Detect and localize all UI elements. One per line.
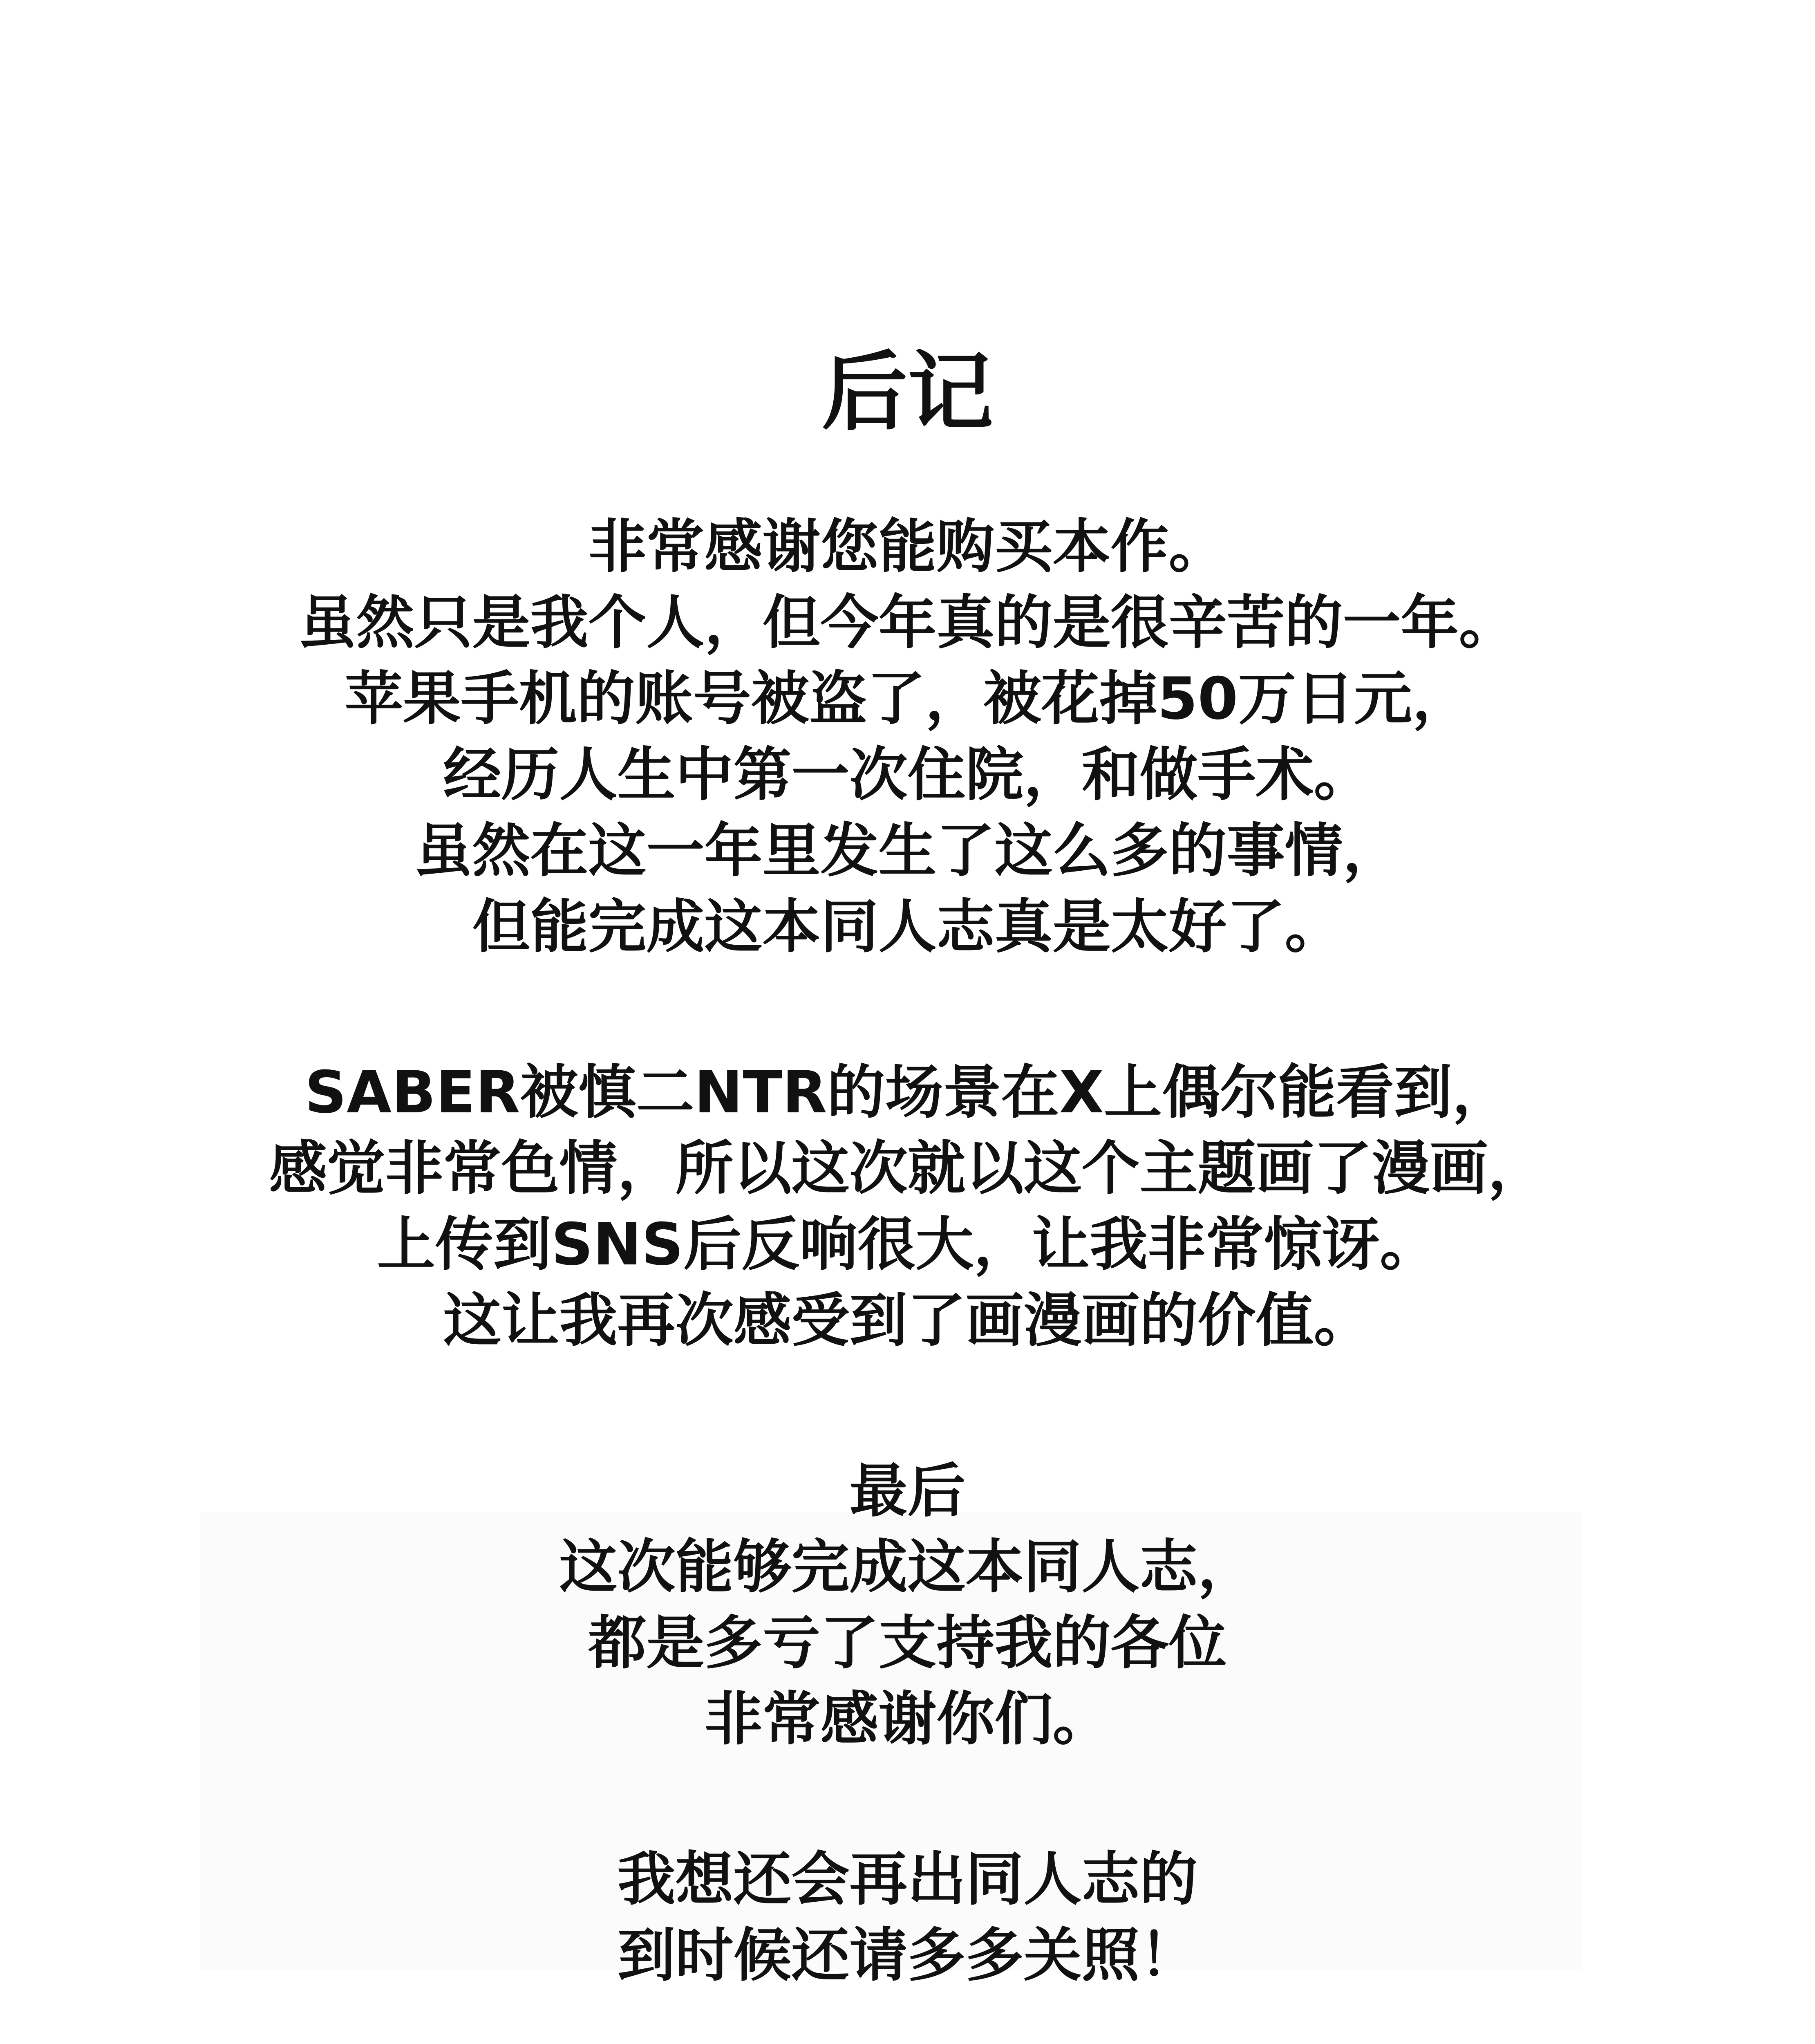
text-line: 这让我再次感受到了画漫画的价值。 — [443, 1287, 1372, 1354]
page-title: 后记 — [821, 342, 994, 442]
text-line: 这次能够完成这本同人志， — [559, 1533, 1256, 1601]
text-line: 苹果手机的账号被盗了，被花掉50万日元， — [345, 665, 1470, 733]
paragraph-farewell — [0, 1842, 1815, 1994]
text-line: 虽然只是我个人，但今年真的是很辛苦的一年。 — [298, 589, 1517, 657]
text-line: 非常感谢您能购买本作。 — [588, 513, 1227, 580]
text-line: 到时候还请多多关照！ — [617, 1922, 1198, 1989]
text-line: 但能完成这本同人志真是太好了。 — [472, 893, 1343, 961]
text-line: 最后 — [849, 1457, 966, 1525]
text-line: 上传到SNS后反响很大，让我非常惊讶。 — [377, 1211, 1438, 1278]
text-line: SABER被慎二NTR的场景在X上偶尔能看到， — [304, 1059, 1511, 1126]
paragraph-theme — [0, 1055, 1815, 1359]
text-line: 经历人生中第一次住院，和做手术。 — [443, 741, 1372, 809]
paragraph-thanks — [0, 509, 1815, 965]
text-line: 感觉非常色情，所以这次就以这个主题画了漫画， — [269, 1135, 1546, 1202]
text-line: 我想还会再出同人志的 — [617, 1846, 1198, 1913]
text-line: 非常感谢你们。 — [704, 1685, 1111, 1753]
text-line: 虽然在这一年里发生了这么多的事情， — [414, 817, 1401, 885]
paragraph-closing — [0, 1453, 1815, 1757]
text-line: 都是多亏了支持我的各位 — [588, 1609, 1227, 1677]
